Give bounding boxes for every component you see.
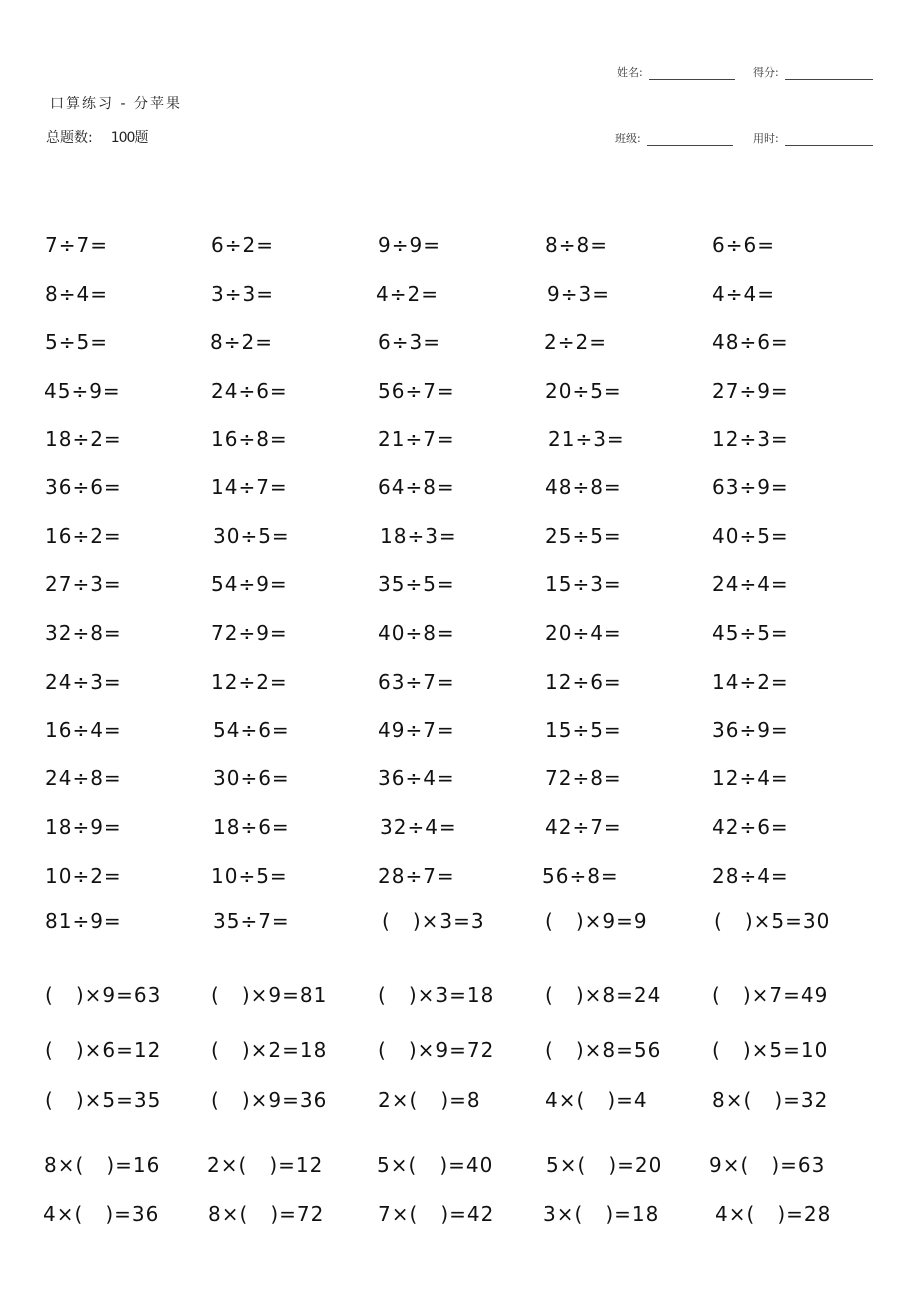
problem-r4-c2: 24÷6=	[211, 379, 288, 403]
score-blank[interactable]	[785, 67, 873, 80]
problem-r18-c5: 8×( )=32	[712, 1088, 829, 1112]
problem-r9-c4: 20÷4=	[545, 621, 622, 645]
problem-r19-c3: 5×( )=40	[377, 1153, 494, 1177]
class-label: 班级:	[615, 132, 641, 145]
name-blank[interactable]	[649, 67, 735, 80]
problem-r17-c4: ( )×8=56	[545, 1038, 662, 1062]
problem-r17-c2: ( )×2=18	[211, 1038, 328, 1062]
problem-r1-c2: 6÷2=	[211, 233, 274, 257]
total-label: 总题数:	[46, 130, 93, 146]
problem-r9-c5: 45÷5=	[712, 621, 789, 645]
worksheet-title: 口算练习 - 分苹果	[50, 96, 182, 112]
problem-r9-c1: 32÷8=	[45, 621, 122, 645]
problem-r11-c5: 36÷9=	[712, 718, 789, 742]
problem-r4-c3: 56÷7=	[378, 379, 455, 403]
problem-r4-c4: 20÷5=	[545, 379, 622, 403]
problem-r6-c4: 48÷8=	[545, 475, 622, 499]
problem-r7-c2: 30÷5=	[213, 524, 290, 548]
problem-r7-c4: 25÷5=	[545, 524, 622, 548]
time-field[interactable]	[753, 130, 873, 146]
class-field[interactable]	[615, 130, 733, 146]
problem-r15-c2: 35÷7=	[213, 909, 290, 933]
problem-r16-c5: ( )×7=49	[712, 983, 829, 1007]
problem-r19-c2: 2×( )=12	[207, 1153, 324, 1177]
problem-r18-c3: 2×( )=8	[378, 1088, 481, 1112]
problem-r1-c3: 9÷9=	[378, 233, 441, 257]
problem-r7-c1: 16÷2=	[45, 524, 122, 548]
problem-r7-c5: 40÷5=	[712, 524, 789, 548]
problem-r5-c5: 12÷3=	[712, 427, 789, 451]
problem-r20-c3: 7×( )=42	[378, 1202, 495, 1226]
problem-r8-c5: 24÷4=	[712, 572, 789, 596]
problem-r13-c2: 18÷6=	[213, 815, 290, 839]
time-blank[interactable]	[785, 133, 873, 146]
problem-r17-c1: ( )×6=12	[45, 1038, 162, 1062]
problem-r2-c4: 9÷3=	[547, 282, 610, 306]
problem-r5-c2: 16÷8=	[211, 427, 288, 451]
total-count	[46, 127, 147, 147]
problem-r20-c2: 8×( )=72	[208, 1202, 325, 1226]
problem-r14-c1: 10÷2=	[45, 864, 122, 888]
problem-r16-c2: ( )×9=81	[211, 983, 328, 1007]
problem-r3-c5: 48÷6=	[712, 330, 789, 354]
problem-r14-c2: 10÷5=	[211, 864, 288, 888]
problem-r11-c1: 16÷4=	[45, 718, 122, 742]
problem-r19-c1: 8×( )=16	[44, 1153, 161, 1177]
problem-r18-c1: ( )×5=35	[45, 1088, 162, 1112]
problem-r2-c1: 8÷4=	[45, 282, 108, 306]
problem-r3-c2: 8÷2=	[210, 330, 273, 354]
problem-r15-c5: ( )×5=30	[714, 909, 831, 933]
problem-r10-c5: 14÷2=	[712, 670, 789, 694]
problem-r6-c3: 64÷8=	[378, 475, 455, 499]
problem-r11-c4: 15÷5=	[545, 718, 622, 742]
problem-r19-c4: 5×( )=20	[546, 1153, 663, 1177]
problem-r2-c2: 3÷3=	[211, 282, 274, 306]
score-label: 得分:	[753, 66, 779, 79]
problem-r6-c1: 36÷6=	[45, 475, 122, 499]
problem-r12-c2: 30÷6=	[213, 766, 290, 790]
problem-r10-c3: 63÷7=	[378, 670, 455, 694]
problem-r10-c4: 12÷6=	[545, 670, 622, 694]
problem-r14-c3: 28÷7=	[378, 864, 455, 888]
problem-r8-c2: 54÷9=	[211, 572, 288, 596]
problem-r16-c3: ( )×3=18	[378, 983, 495, 1007]
problem-r6-c2: 14÷7=	[211, 475, 288, 499]
problem-r9-c2: 72÷9=	[211, 621, 288, 645]
problem-r15-c1: 81÷9=	[45, 909, 122, 933]
problem-r13-c3: 32÷4=	[380, 815, 457, 839]
problem-r10-c1: 24÷3=	[45, 670, 122, 694]
score-field[interactable]	[753, 64, 873, 80]
problem-r12-c3: 36÷4=	[378, 766, 455, 790]
problem-r10-c2: 12÷2=	[211, 670, 288, 694]
time-label: 用时:	[753, 132, 779, 145]
problem-r5-c1: 18÷2=	[45, 427, 122, 451]
name-label: 姓名:	[617, 66, 643, 79]
problem-r20-c1: 4×( )=36	[43, 1202, 160, 1226]
problem-r5-c3: 21÷7=	[378, 427, 455, 451]
problem-r1-c5: 6÷6=	[712, 233, 775, 257]
total-value: 100题	[110, 130, 148, 146]
problem-r5-c4: 21÷3=	[548, 427, 625, 451]
problem-r16-c4: ( )×8=24	[545, 983, 662, 1007]
problem-r4-c1: 45÷9=	[44, 379, 121, 403]
name-field[interactable]	[617, 64, 735, 80]
problem-r20-c4: 3×( )=18	[543, 1202, 660, 1226]
problem-r12-c1: 24÷8=	[45, 766, 122, 790]
problem-r15-c3: ( )×3=3	[382, 909, 485, 933]
problem-r12-c5: 12÷4=	[712, 766, 789, 790]
problem-r9-c3: 40÷8=	[378, 621, 455, 645]
problem-r17-c3: ( )×9=72	[378, 1038, 495, 1062]
problem-r11-c3: 49÷7=	[378, 718, 455, 742]
problem-r2-c3: 4÷2=	[376, 282, 439, 306]
problem-r6-c5: 63÷9=	[712, 475, 789, 499]
problem-r2-c5: 4÷4=	[712, 282, 775, 306]
problem-r8-c4: 15÷3=	[545, 572, 622, 596]
problem-r8-c3: 35÷5=	[378, 572, 455, 596]
problem-r18-c4: 4×( )=4	[545, 1088, 648, 1112]
problem-r11-c2: 54÷6=	[213, 718, 290, 742]
problem-r15-c4: ( )×9=9	[545, 909, 648, 933]
problem-r20-c5: 4×( )=28	[715, 1202, 832, 1226]
problem-r4-c5: 27÷9=	[712, 379, 789, 403]
problem-r8-c1: 27÷3=	[45, 572, 122, 596]
problem-r3-c4: 2÷2=	[544, 330, 607, 354]
problem-r3-c1: 5÷5=	[45, 330, 108, 354]
problem-r14-c5: 28÷4=	[712, 864, 789, 888]
problem-r1-c1: 7÷7=	[45, 233, 108, 257]
problem-r12-c4: 72÷8=	[545, 766, 622, 790]
problem-r13-c4: 42÷7=	[545, 815, 622, 839]
problem-r18-c2: ( )×9=36	[211, 1088, 328, 1112]
class-blank[interactable]	[647, 133, 733, 146]
problem-r7-c3: 18÷3=	[380, 524, 457, 548]
problem-r13-c1: 18÷9=	[45, 815, 122, 839]
problem-r3-c3: 6÷3=	[378, 330, 441, 354]
problem-r17-c5: ( )×5=10	[712, 1038, 829, 1062]
problem-r16-c1: ( )×9=63	[45, 983, 162, 1007]
problem-r13-c5: 42÷6=	[712, 815, 789, 839]
problem-r1-c4: 8÷8=	[545, 233, 608, 257]
problem-r19-c5: 9×( )=63	[709, 1153, 826, 1177]
problem-r14-c4: 56÷8=	[542, 864, 619, 888]
